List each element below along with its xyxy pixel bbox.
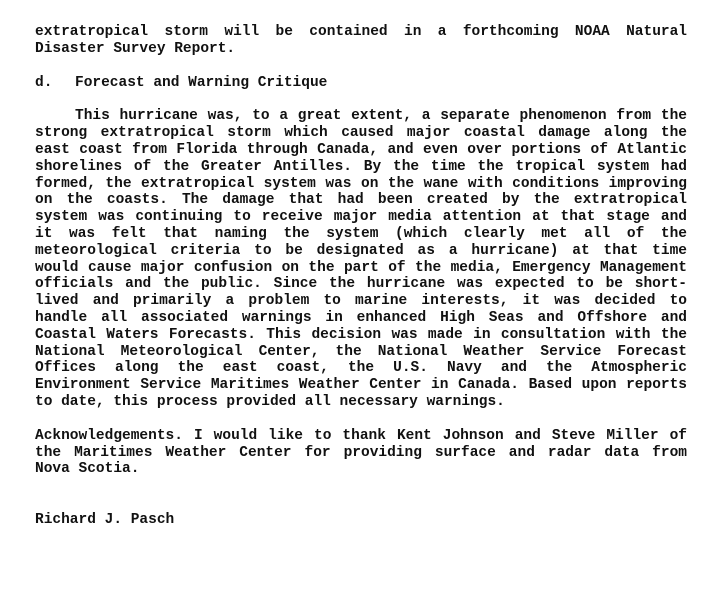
spacer: [35, 58, 687, 75]
section-letter: d.: [35, 74, 53, 91]
document-page: [35, 24, 687, 529]
body-paragraph: This hurricane was, to a great extent, a separate phenomenon from the strong extratropical storm which caused major coastal damage along the east coast from Florida through Canada, and even over portions of Atlantic shorelines of the Greater Antilles. By the time the tropical system had formed, the extratropical system was on the wane with conditions improving on the coasts. The damage that had been created by the extratropical system was continuing to receive major media attention at that stage and it was felt that naming the system (which clearly met all of the meteorological criteria to be designated as a hurricane) at that time would cause major confusion on the part of the media, Emergency Management officials and the public. Since the hurricane was expected to be short-lived and primarily a problem to marine interests, it was decided to handle all associated warnings in enhanced High Seas and Offshore and Coastal Waters Forecasts. This decision was made in consultation with the National Meteorological Center, the National Weather Service Forecast Offices along the east coast, the U.S. Navy and the Atmospheric Environment Service Maritimes Weather Center in Canada. Based upon reports to date, this process provided all necessary warnings.: [35, 108, 687, 410]
section-heading: [35, 75, 687, 92]
spacer: [35, 411, 687, 428]
author-signature: Richard J. Pasch: [35, 512, 175, 529]
spacer: [35, 91, 687, 108]
acknowledgements-paragraph: Acknowledgements. I would like to thank Kent Johnson and Steve Miller of the Maritimes Weather Center for providing surface and radar data from Nova Scotia.: [35, 427, 687, 478]
spacer: [35, 478, 687, 512]
section-title: Forecast and Warning Critique: [75, 74, 328, 91]
intro-paragraph: extratropical storm will be contained in a forthcoming NOAA Natural Disaster Survey Report.: [35, 24, 687, 57]
